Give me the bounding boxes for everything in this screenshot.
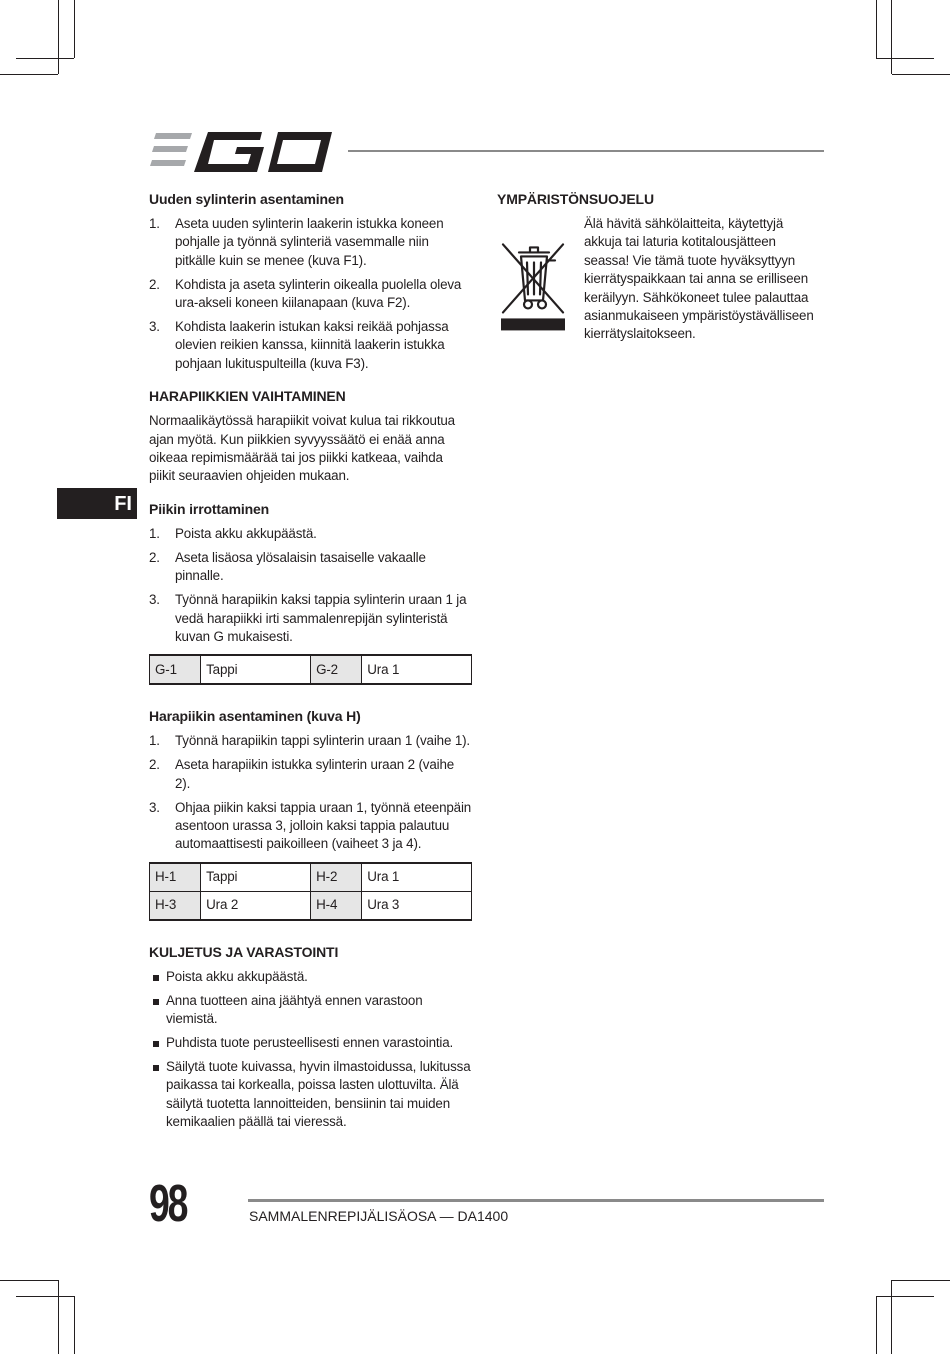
list-item: [149, 968, 472, 986]
table-value: Ura 2: [201, 891, 311, 920]
table-value: Ura 1: [362, 863, 472, 892]
crop-mark: [16, 1296, 74, 1297]
list-item: [149, 591, 472, 646]
environment-block: [497, 215, 824, 344]
step-text: Aseta harapiikin istukka sylinterin uraan 2 (vaihe 2).: [175, 757, 455, 791]
step-number: 3.: [149, 319, 160, 335]
table-row: [150, 891, 472, 920]
list-item: [149, 732, 472, 750]
crop-mark: [891, 1280, 892, 1354]
table-value: Ura 1: [362, 655, 472, 684]
header-rule: [348, 150, 824, 152]
reference-table: [149, 654, 472, 685]
bullet-text: Anna tuotteen aina jäähtyä ennen varastoon viemistä.: [166, 992, 423, 1027]
crop-mark: [16, 58, 74, 59]
table-value: Ura 3: [362, 891, 472, 920]
bullet-icon: [153, 975, 159, 981]
table-key: H-1: [150, 863, 201, 892]
ego-logo: [150, 128, 332, 172]
page-number: 98: [149, 1175, 187, 1233]
step-text: Kohdista laakerin istukan kaksi reikää pohjassa olevien reikien kanssa, kiinnitä laakerin istukka pohjaan lukituspulteilla (kuva F3).: [175, 319, 449, 371]
section-heading: Uuden sylinterin asentaminen: [149, 191, 344, 207]
list-item: [149, 215, 472, 270]
paragraph: Normaalikäytössä harapiikit voivat kulua tai rikkoutua ajan myötä. Kun piikkien syvyyssäätö ei enää anna oikeaa repimismäärää tai jos piikki katkeaa, vaihda piikit seuraavien ohjeiden mukaan.: [149, 413, 455, 484]
section-heading: Piikin irrottaminen: [149, 500, 270, 517]
section-heading: KULJETUS JA VARASTOINTI: [149, 943, 339, 960]
list-item: [149, 1034, 472, 1052]
crop-mark: [58, 1280, 59, 1354]
step-number: 3.: [149, 799, 160, 815]
bullet-icon: [153, 1065, 159, 1071]
right-column: [497, 190, 824, 344]
crop-mark: [892, 1280, 950, 1281]
list-item: [149, 276, 472, 313]
step-list: [149, 732, 472, 853]
step-list: [149, 215, 472, 373]
table-value: Tappi: [201, 863, 311, 892]
table-value: Tappi: [201, 655, 311, 684]
bullet-icon: [153, 1041, 159, 1047]
step-text: Aseta lisäosa ylösalaisin tasaiselle vakaalle pinnalle.: [175, 549, 426, 584]
section-heading: HARAPIIKKIEN VAIHTAMINEN: [149, 388, 346, 405]
table-key: H-3: [150, 891, 201, 920]
left-column: [149, 190, 472, 1140]
crop-mark: [876, 0, 877, 58]
list-item: [149, 525, 472, 543]
language-tab-label: FI: [114, 493, 132, 515]
crop-mark: [892, 74, 950, 75]
bullet-text: Säilytä tuote kuivassa, hyvin ilmastoidussa, lukitussa paikassa tai korkealla, poissa lasten ulottuvilta. Älä säilytä tuotetta lannoitteiden, bensiinin tai muiden kemikaalien päällä tai vieressä.: [166, 1058, 471, 1130]
step-text: Työnnä harapiikin kaksi tappia sylinterin uraan 1 ja vedä harapiikki irti sammalenrepijän sylinteristä kuvan G mukaisesti.: [175, 592, 467, 644]
step-number: 1.: [149, 216, 160, 231]
bullet-text: Poista akku akkupäästä.: [166, 968, 308, 984]
table-key: H-4: [311, 891, 362, 920]
table-row: [150, 655, 472, 684]
section-heading: Harapiikin asentaminen (kuva H): [149, 708, 361, 725]
crop-mark: [891, 0, 892, 74]
footer-title: SAMMALENREPIJÄLISÄOSA — DA1400: [249, 1208, 509, 1224]
step-text: Poista akku akkupäästä.: [175, 525, 317, 541]
crop-mark: [0, 1280, 58, 1281]
list-item: [149, 992, 472, 1029]
crop-mark: [74, 1296, 75, 1354]
step-text: Työnnä harapiikin tappi sylinterin uraan 1 (vaihe 1).: [175, 733, 470, 749]
table-key: G-1: [150, 655, 201, 684]
step-number: 2.: [149, 757, 160, 773]
crop-mark: [876, 1296, 934, 1297]
step-number: 1.: [149, 733, 160, 749]
footer-rule: [248, 1199, 824, 1202]
list-item: [149, 318, 472, 373]
environment-text: Älä hävitä sähkölaitteita, käytettyjä akkuja tai laturia kotitalousjätteen seassa! Vie tämä tuote hyväksyttyyn kierrätyspaikkaan tai anna se erilliseen keräilyyn. Sähkökoneet tulee palauttaa asianmukaiseen ympäristöystävälliseen kierrätyslaitokseen.: [584, 216, 814, 342]
step-number: 2.: [149, 549, 160, 565]
step-number: 3.: [149, 592, 160, 608]
step-number: 2.: [149, 276, 160, 292]
bullet-text: Puhdista tuote perusteellisesti ennen varastointia.: [166, 1034, 454, 1050]
table-row: [150, 863, 472, 892]
step-list: [149, 525, 472, 646]
list-item: [149, 799, 472, 854]
table-key: H-2: [311, 863, 362, 892]
list-item: [149, 756, 472, 793]
bullet-list: [149, 968, 472, 1132]
step-text: Ohjaa piikin kaksi tappia uraan 1, työnnä eteenpäin asentoon urassa 3, jolloin kaksi tappia palautuu automaattisesti paikoilleen (vaiheet 3 ja 4).: [175, 799, 472, 852]
crop-mark: [74, 0, 75, 58]
language-tab: [57, 488, 137, 519]
table-key: G-2: [311, 655, 362, 684]
crossed-out-wheelie-bin-icon: [497, 217, 569, 344]
list-item: [149, 549, 472, 586]
bullet-icon: [153, 999, 159, 1005]
step-number: 1.: [149, 525, 160, 541]
crop-mark: [58, 0, 59, 74]
list-item: [149, 1058, 472, 1132]
reference-table: [149, 862, 472, 921]
crop-mark: [0, 74, 58, 75]
crop-mark: [876, 58, 934, 59]
crop-mark: [876, 1296, 877, 1354]
step-text: Aseta uuden sylinterin laakerin istukka koneen pohjalle ja työnnä sylinteriä vasemmalle niin pitkälle kuin se menee (kuva F1).: [175, 216, 444, 268]
section-heading: YMPÄRISTÖNSUOJELU: [497, 191, 654, 207]
step-text: Kohdista ja aseta sylinterin oikealla puolella oleva ura-akseli koneen kiilanapaan (kuva F2).: [175, 276, 462, 311]
